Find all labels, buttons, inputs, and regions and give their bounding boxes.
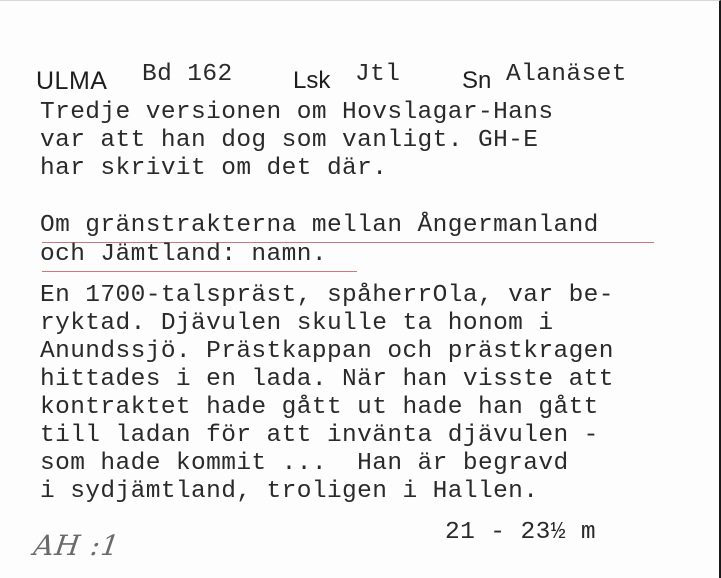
landscape-label: Lsk — [293, 67, 331, 94]
paragraph1-line: var att han dog som vanligt. GH-E — [40, 127, 539, 154]
volume-number: Bd 162 — [142, 61, 233, 88]
paragraph3-line: i sydjämtland, troligen i Hallen. — [40, 478, 539, 505]
paragraph3-line: Anundssjö. Prästkappan och prästkragen — [40, 338, 614, 365]
paragraph2-line: och Jämtland: namn. — [40, 241, 327, 268]
paragraph3-line: kontraktet hade gått ut hade han gått — [40, 394, 599, 421]
landscape-value: Jtl — [355, 61, 401, 88]
paragraph3-line: som hade kommit ... Han är begravd — [40, 450, 569, 477]
paragraph1-line: har skrivit om det där. — [40, 155, 388, 182]
paragraph3-line: En 1700-talspräst, spåherrOla, var be- — [40, 282, 614, 309]
page-reference: 21 - 23½ m — [445, 519, 597, 546]
paragraph1-line: Tredje versionen om Hovslagar-Hans — [40, 99, 554, 126]
paragraph3-line: till ladan för att invänta djävulen - — [40, 422, 599, 449]
paragraph3-line: ryktad. Djävulen skulle ta honom i — [40, 310, 554, 337]
ulma-label: ULMA — [36, 67, 108, 95]
paragraph3-line: hittades i en lada. När han visste att — [40, 366, 614, 393]
red-underline — [42, 271, 357, 272]
parish-label: Sn — [462, 67, 492, 94]
paragraph2-line: Om gränstrakterna mellan Ångermanland — [40, 212, 599, 239]
handwritten-note: AH :1 — [31, 529, 123, 562]
parish-value: Alanäset — [506, 61, 627, 88]
